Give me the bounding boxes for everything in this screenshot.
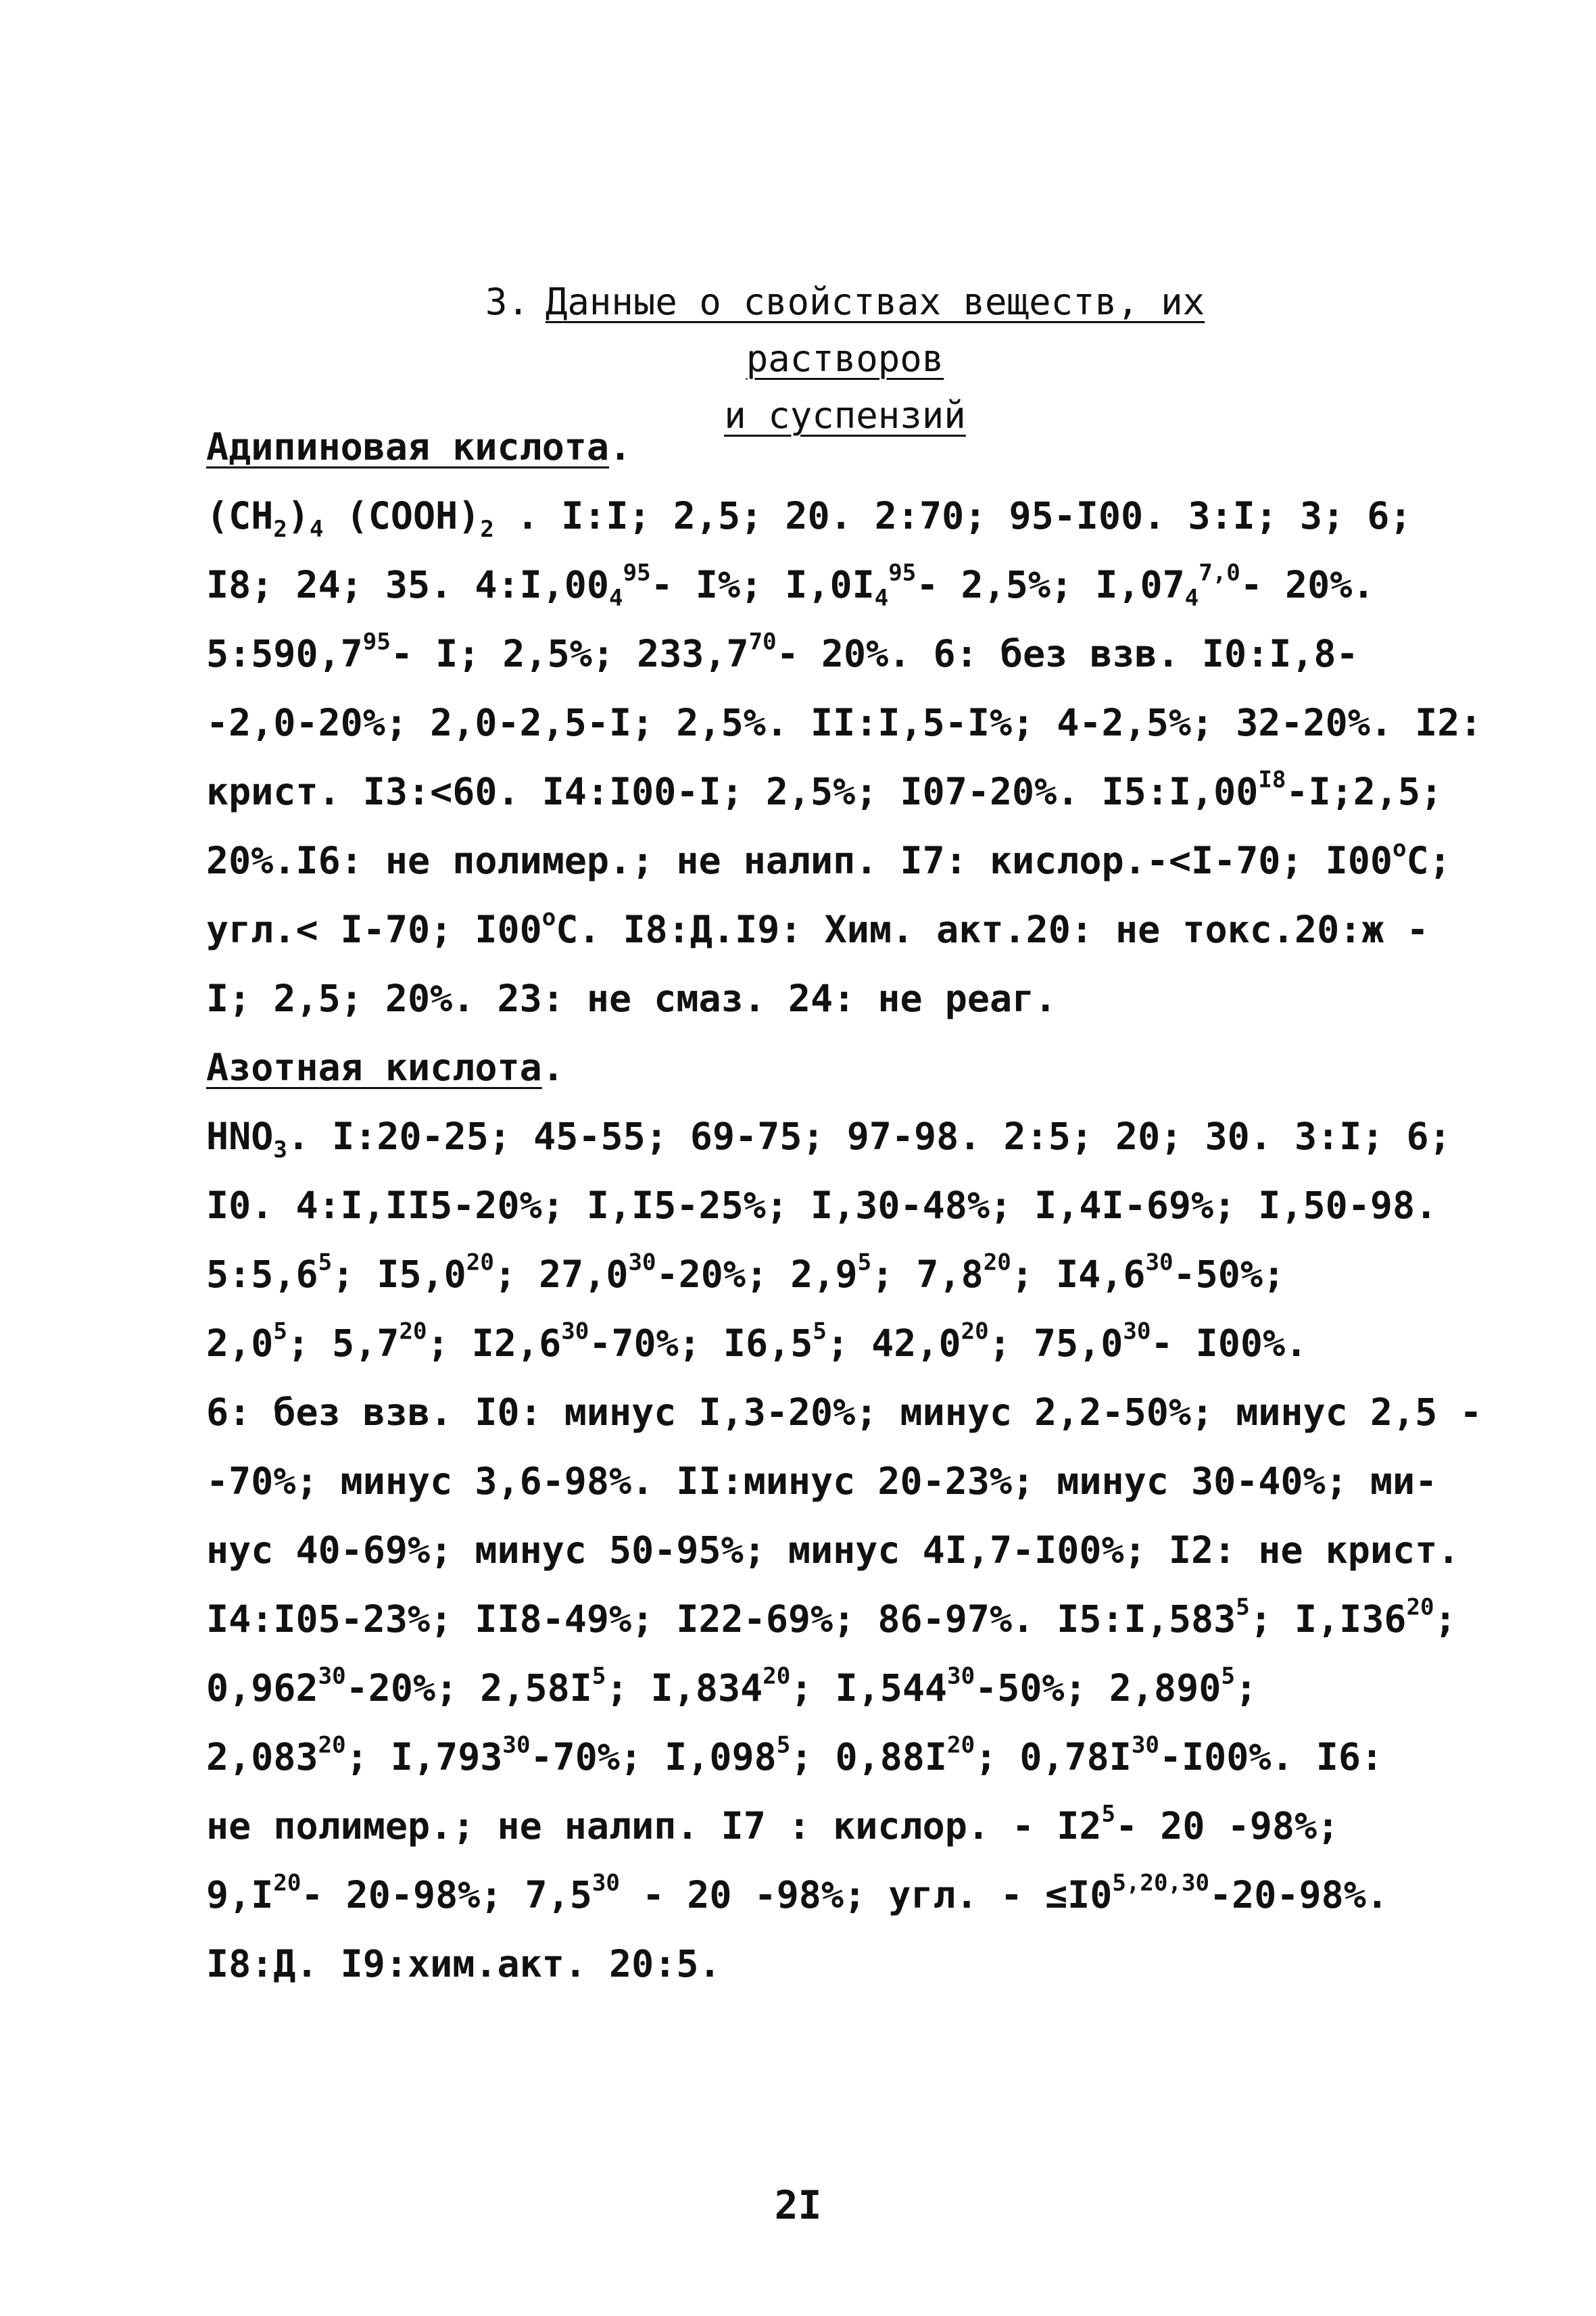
section-adipic-acid (206, 412, 1482, 1033)
text-line: 5:590,7$^{95}$- I; 2,5%; 233,7$^{70}$- 20%. 6: без взв. I0:I,8- (206, 628, 1359, 675)
text-line: I8:Д. I9:хим.акт. 20:5. (206, 1942, 721, 1985)
section-title: Азотная кислота. (206, 1046, 564, 1089)
text-line: крист. I3:<60. I4:I00-I; 2,5%; I07-20%. $I5:I,00^{I8}-I;2,5$; (206, 766, 1443, 813)
text-line: $(CH_2)_4$ $(COOH)_2$ . I:I; 2,5; 20. 2:70; 95-I00. 3:I; 3; 6; (206, 494, 1412, 543)
section-nitric-acid (206, 1033, 1482, 1998)
document-body (206, 412, 1482, 1998)
section-title: Адипиновая кислота. (206, 425, 632, 468)
section-title-text: Азотная кислота (206, 1046, 542, 1089)
text-line: $5:5,6^5$; $I5,0^{20}$; 27,0$^{30}$-20%; $2,9^5$; $7,8^{20}$; $I4,6^{30}-50\%$; (206, 1249, 1286, 1296)
text-line: 0,962$^{30}$-20%; $2,58I^5$; I,834$^{20}$; I,544$^{30}$-50%; 2,890$^5$; (206, 1662, 1257, 1710)
text-line: $2,0^5$; $5,7^{20}$; $I2,6^{30}-70\%$; $I6,5^5$; 42,0$^{20}$; 75,0$^{30}$- I00%. (206, 1318, 1308, 1365)
text-line: не полимер.; не налип. I7 : кислор. - $I2^5-$ 20 -98%; (206, 1800, 1340, 1848)
text-line: $HNO_3$. I:20-25; 45-55; 69-75; 97-98. 2:5; 20; 30. 3:I; 6; (206, 1115, 1451, 1163)
text-line: I8; 24; 35. $4:I,00_4^{95}-$ I%; $I,0I_4^{95}-$ 2,5%; $I,07_4^{7,0}-$ 20%. (206, 559, 1375, 612)
text-line: -2,0-20%; 2,0-2,5-I; 2,5%. II:I,5-I%; 4-2,5%; 32-20%. I2: (206, 701, 1482, 744)
heading-number: 3. (485, 281, 529, 323)
heading-text-2: и суспензий (724, 394, 966, 437)
text-line: I; 2,5; 20%. 23: не смаз. 24: не реаг. (206, 977, 1057, 1020)
text-line: I0. 4:I,II5-20%; I,I5-25%; I,30-48%; I,4I-69%; I,50-98. (206, 1184, 1438, 1227)
heading-line-1 (379, 274, 1311, 387)
text-line: 6: без взв. I0: минус I,3-20%; минус 2,2-50%; минус 2,5 - (206, 1391, 1482, 1434)
page-number: 2I (774, 2182, 822, 2228)
text-line: 2,083$^{20}$; I,793$^{30}$-70%; I,098$^5$; $0,88I^{20}$; $0,78I^{30}-I00\%$. I6: (206, 1731, 1384, 1779)
text-line: -70%; минус 3,6-98%. II:минус 20-23%; минус 30-40%; ми- (206, 1459, 1438, 1503)
text-line: угл.< I-70; I00$^o$C. I8:Д.I9: Хим. акт.20: не токс.20:ж - (206, 904, 1429, 951)
section-title-text: Адипиновая кислота (206, 425, 610, 468)
text-line: нус 40-69%; минус 50-95%; минус 4I,7-I00%; I2: не крист. (206, 1528, 1460, 1572)
section-lines (206, 481, 1482, 1033)
text-line: I4:I05-23%; II8-49%; I22-69%; 86-97%. I5:I,583$^5$; $I,I36^{20}$; (206, 1593, 1457, 1641)
heading-text-1: Данные о свойствах веществ, их растворов (545, 281, 1205, 380)
section-lines (206, 1102, 1482, 1998)
text-line: $9,I^{20}-$ 20-98%; $7,5^{30} - 20$ -98%; угл. - $\le I0^{5,20,30}-20-98\%$. (206, 1869, 1388, 1916)
text-line: 20%.I6: не полимер.; не налип. I7: кислор.-<I-70; I00$^o$C; (206, 835, 1451, 882)
